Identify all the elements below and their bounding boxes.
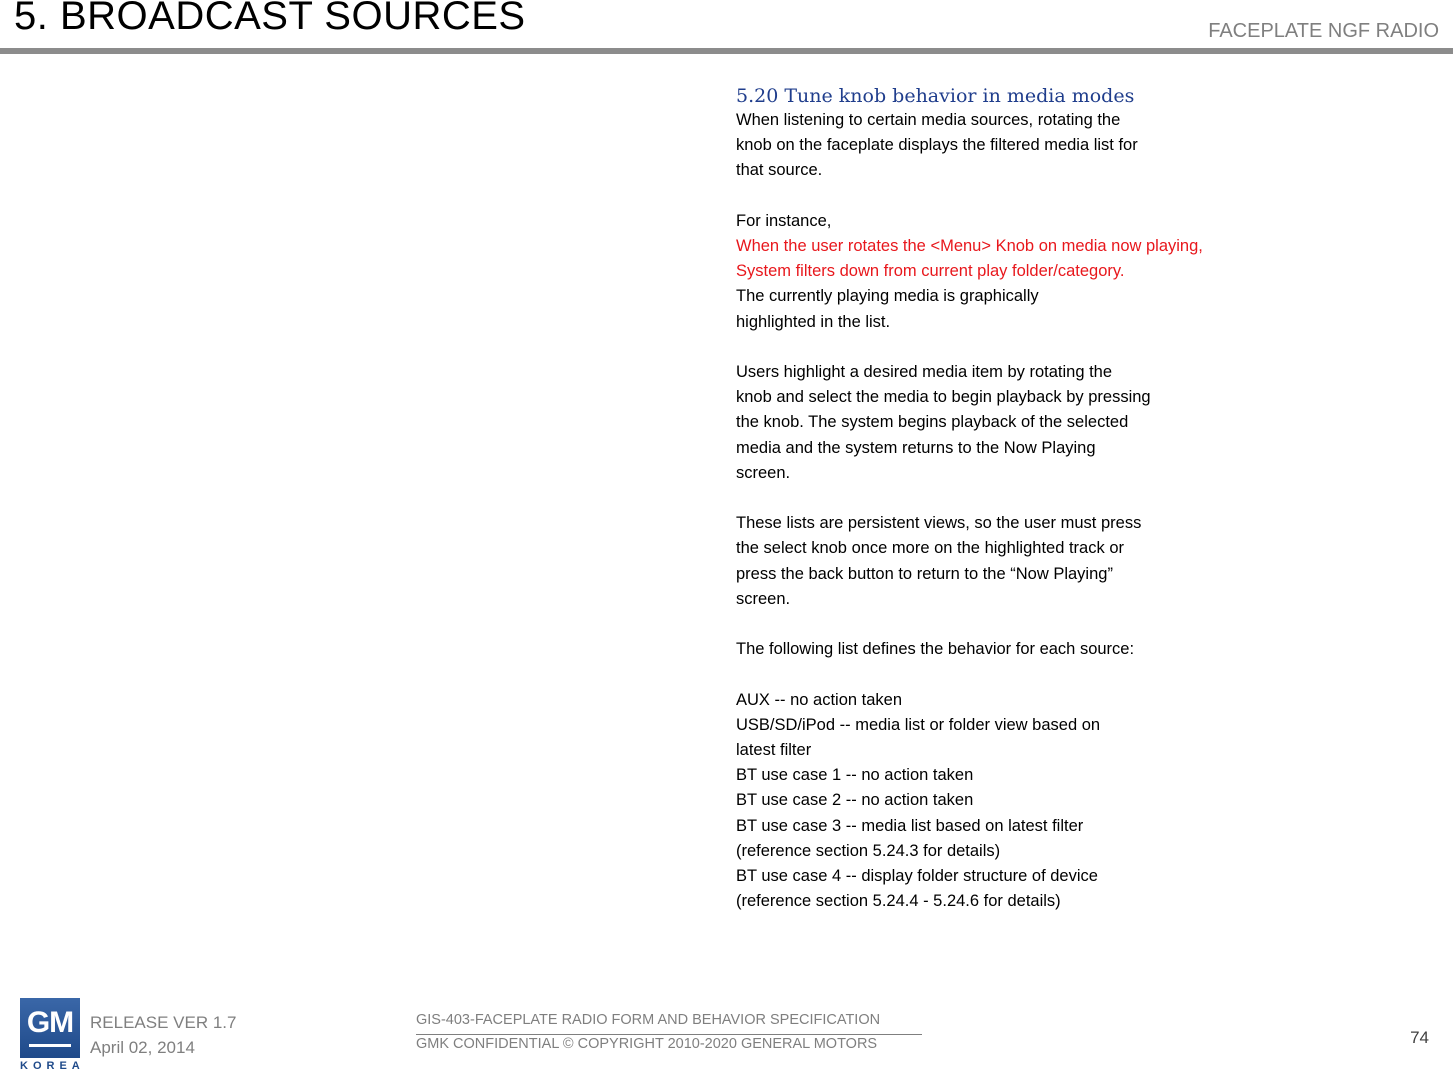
- korea-wordmark: KOREA: [20, 1060, 85, 1072]
- body-text-line: latest filter: [736, 741, 812, 759]
- highlighted-text-line: When the user rotates the <Menu> Knob on media now playing,: [736, 237, 1203, 255]
- gm-logo-letters: GM: [26, 1006, 74, 1039]
- body-text-line: Users highlight a desired media item by rotating the: [736, 363, 1113, 381]
- body-text-line: highlighted in the list.: [736, 312, 891, 331]
- confidential-notice: GMK CONFIDENTIAL © COPYRIGHT 2010-2020 GENERAL MOTORS: [416, 1036, 878, 1052]
- release-date: April 02, 2014: [90, 1038, 195, 1057]
- blank-line: [736, 612, 1376, 637]
- body-text-line: BT use case 3 -- media list based on latest filter: [736, 816, 1084, 835]
- gm-korea-logo: [20, 998, 85, 1073]
- body-text-line: BT use case 4 -- display folder structure of device: [736, 867, 1098, 886]
- release-version: RELEASE VER 1.7: [90, 1013, 237, 1032]
- body-text-line: (reference section 5.24.4 - 5.24.6 for details): [736, 892, 1061, 911]
- body-text-line: BT use case 1 -- no action taken: [736, 766, 974, 785]
- gm-logo-underline: [29, 1044, 71, 1047]
- body-text-line: When listening to certain media sources, rotating the: [736, 111, 1121, 129]
- page-number: 74: [1410, 1028, 1429, 1047]
- body-text-line: The currently playing media is graphically: [736, 287, 1039, 306]
- body-text-line: that source.: [736, 161, 823, 180]
- section-content: [736, 84, 1376, 914]
- body-text-line: knob and select the media to begin playback by pressing: [736, 388, 1151, 407]
- blank-line: [736, 486, 1376, 511]
- body-text-line: media and the system returns to the Now Playing: [736, 438, 1096, 457]
- release-info: [90, 1010, 236, 1060]
- body-text-line: screen.: [736, 463, 791, 482]
- body-text-line: the select knob once more on the highlighted track or: [736, 539, 1124, 558]
- body-text-line: (reference section 5.24.3 for details): [736, 841, 1001, 860]
- blank-line: [736, 184, 1376, 209]
- body-text-line: press the back button to return to the “Now Playing”: [736, 564, 1113, 583]
- body-text-line: screen.: [736, 589, 791, 608]
- body-text-line: USB/SD/iPod -- media list or folder view based on: [736, 715, 1101, 734]
- highlighted-text-line: System filters down from current play folder/category.: [736, 262, 1125, 281]
- document-label: FACEPLATE NGF RADIO: [1208, 20, 1439, 42]
- section-heading: 5.20 Tune knob behavior in media modes: [736, 85, 1135, 107]
- body-text-line: For instance,: [736, 211, 832, 230]
- body-text-line: The following list defines the behavior for each source:: [736, 640, 1135, 659]
- body-text-line: BT use case 2 -- no action taken: [736, 791, 974, 810]
- gm-logo-badge: [20, 998, 80, 1058]
- body-text-line: AUX -- no action taken: [736, 690, 902, 709]
- section-body: [736, 108, 1376, 914]
- page-title: 5. BROADCAST SOURCES: [14, 0, 526, 38]
- body-text-line: the knob. The system begins playback of the selected: [736, 413, 1129, 432]
- footer-divider: [416, 1034, 922, 1035]
- blank-line: [736, 335, 1376, 360]
- blank-line: [736, 662, 1376, 687]
- body-text-line: knob on the faceplate displays the filtered media list for: [736, 136, 1138, 155]
- header-divider: [0, 48, 1453, 54]
- spec-title: GIS-403-FACEPLATE RADIO FORM AND BEHAVIOR SPECIFICATION: [416, 1012, 881, 1028]
- body-text-line: These lists are persistent views, so the user must press: [736, 514, 1142, 533]
